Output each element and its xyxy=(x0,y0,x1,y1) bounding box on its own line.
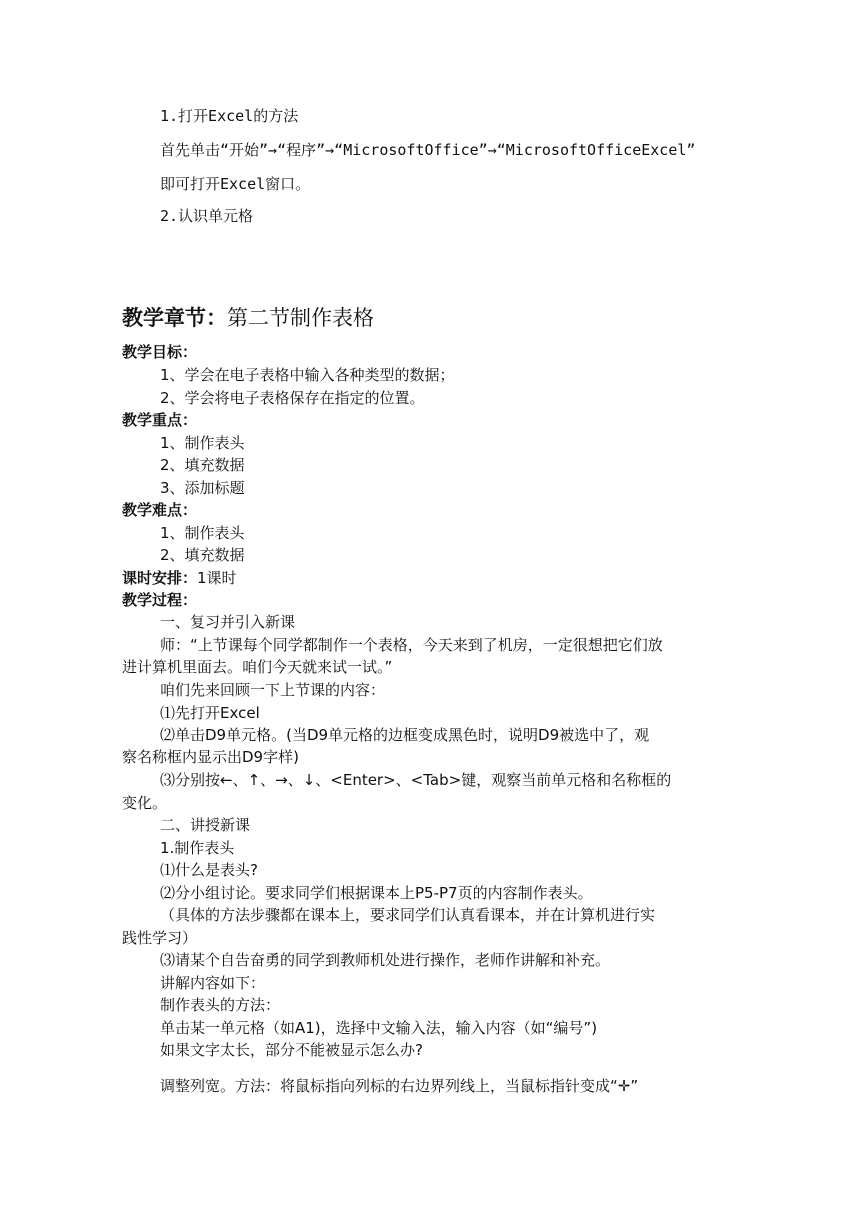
difficulty-item: 1、制作表头 xyxy=(160,524,245,542)
process-line: ⑴先打开Excel xyxy=(160,704,260,722)
key-point-item: 3、添加标题 xyxy=(160,479,245,497)
objective-item: 2、学会将电子表格保存在指定的位置。 xyxy=(160,389,425,407)
intro-item1-title: 1.打开Excel的方法 xyxy=(160,107,299,125)
process-line: 师：“上节课每个同学都制作一个表格，今天来到了机房，一定很想把它们放 xyxy=(160,636,663,654)
process-line: 进计算机里面去。咱们今天就来试一试。” xyxy=(122,658,393,676)
process-line: 如果文字太长，部分不能被显示怎么办? xyxy=(160,1041,423,1059)
process-line: 单击某一单元格（如A1)，选择中文输入法，输入内容（如“编号”) xyxy=(160,1019,598,1037)
process-line: ⑶请某个自告奋勇的同学到教师机处进行操作，老师作讲解和补充。 xyxy=(160,951,611,969)
schedule-label: 课时安排： xyxy=(122,569,198,587)
intro-item1-tail: 即可打开Excel窗口。 xyxy=(160,175,311,193)
process-line: 制作表头的方法： xyxy=(160,996,281,1014)
process-line: 二、讲授新课 xyxy=(160,816,251,834)
process-line: （具体的方法步骤都在课本上，要求同学们认真看课本，并在计算机进行实 xyxy=(160,906,656,924)
objective-item: 1、学会在电子表格中输入各种类型的数据； xyxy=(160,366,455,384)
process-line: ⑶分别按←、↑、→、↓、<Enter>、<Tab>键，观察当前单元格和名称框的 xyxy=(160,771,672,789)
key-points-label: 教学重点： xyxy=(122,411,198,429)
process-line: 变化。 xyxy=(122,794,168,812)
chapter-heading xyxy=(122,303,374,333)
key-point-item: 2、填充数据 xyxy=(160,456,245,474)
schedule-value: 1课时 xyxy=(197,569,237,587)
schedule-line xyxy=(122,568,237,588)
process-line: 一、复习并引入新课 xyxy=(160,613,296,631)
process-line: 践性学习） xyxy=(122,929,198,947)
chapter-label: 教学章节： xyxy=(122,306,227,330)
process-line: 1.制作表头 xyxy=(160,839,235,857)
process-line: 调整列宽。方法：将鼠标指向列标的右边界列线上，当鼠标指针变成“✛” xyxy=(160,1077,639,1095)
process-line: ⑵分小组讨论。要求同学们根据课本上P5-P7页的内容制作表头。 xyxy=(160,884,593,902)
process-line: 讲解内容如下： xyxy=(160,974,266,992)
key-point-item: 1、制作表头 xyxy=(160,434,245,452)
process-line: ⑵单击D9单元格。(当D9单元格的边框变成黑色时，说明D9被选中了，观 xyxy=(160,726,650,744)
intro-item1-body: 首先单击“开始”→“程序”→“MicrosoftOffice”→“MicrosoftOfficeExcel” xyxy=(160,141,696,159)
chapter-title: 第二节制作表格 xyxy=(227,306,374,330)
difficulties-label: 教学难点： xyxy=(122,501,198,519)
process-line: ⑴什么是表头? xyxy=(160,861,258,879)
difficulty-item: 2、填充数据 xyxy=(160,546,245,564)
process-label: 教学过程： xyxy=(122,591,198,609)
process-line: 察名称框内显示出D9字样) xyxy=(122,748,299,766)
intro-item2-title: 2.认识单元格 xyxy=(160,207,254,225)
objectives-label: 教学目标： xyxy=(122,343,198,361)
process-line: 咱们先来回顾一下上节课的内容： xyxy=(160,681,386,699)
